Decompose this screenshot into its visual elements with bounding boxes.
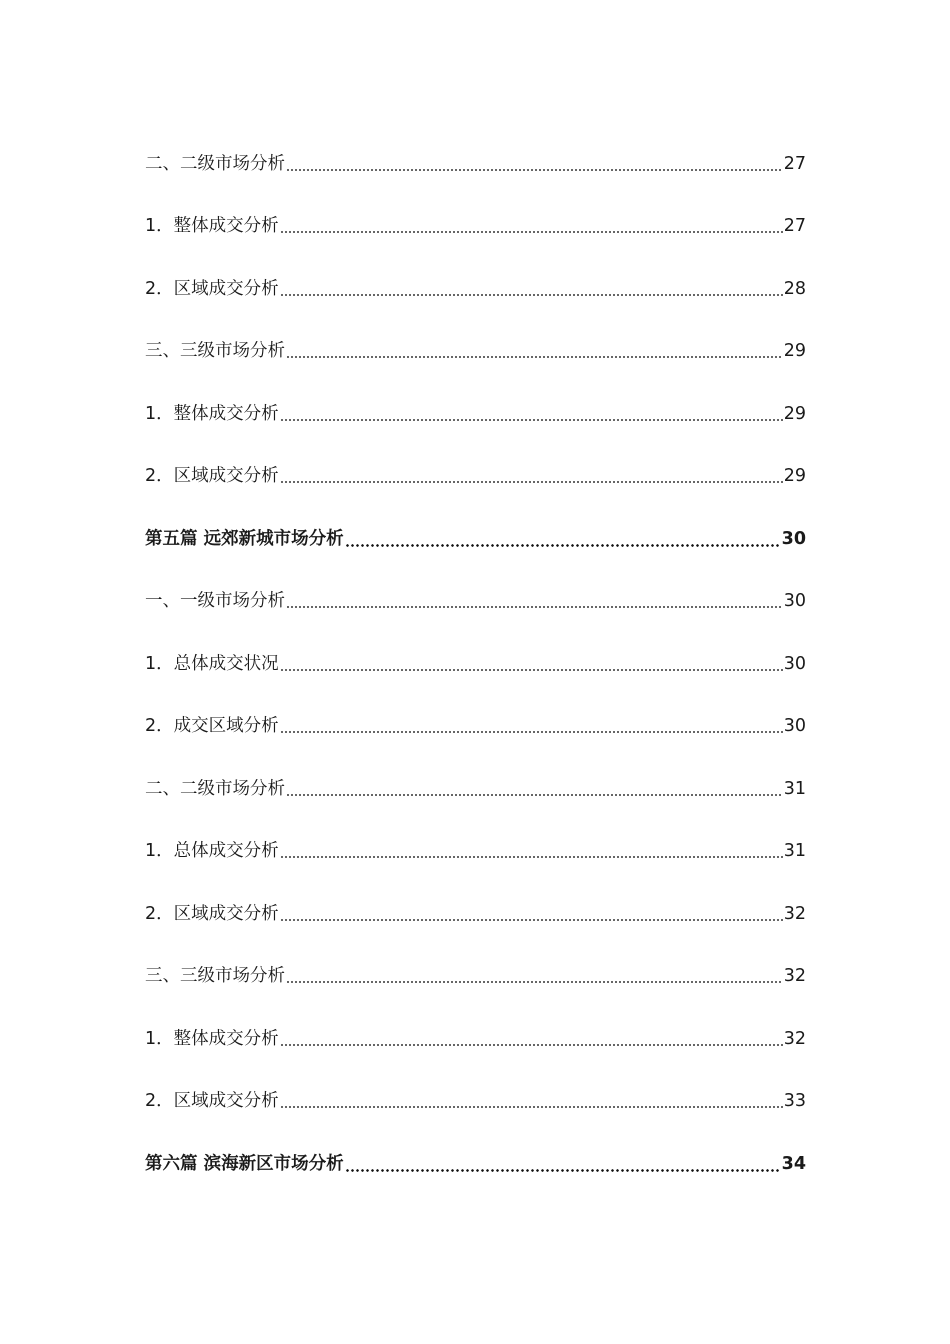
toc-entry-title: 2．区域成交分析 bbox=[145, 278, 279, 299]
toc-entry[interactable] bbox=[145, 195, 806, 258]
toc-dot-leader bbox=[280, 715, 783, 737]
toc-dot-leader bbox=[286, 778, 783, 800]
toc-page-number: 32 bbox=[783, 903, 806, 924]
toc-entry[interactable] bbox=[145, 820, 806, 883]
toc-entry[interactable] bbox=[145, 757, 806, 820]
toc-part-heading[interactable] bbox=[145, 507, 806, 570]
toc-dot-leader bbox=[280, 465, 783, 487]
toc-page-number: 32 bbox=[783, 1028, 806, 1049]
toc-entry-title: 第六篇 滨海新区市场分析 bbox=[145, 1153, 344, 1174]
toc-page-number: 31 bbox=[783, 841, 806, 861]
toc-entry-title: 三、三级市场分析 bbox=[145, 341, 285, 361]
toc-entry-title: 二、二级市场分析 bbox=[145, 153, 285, 174]
toc-page-number: 27 bbox=[783, 216, 806, 236]
toc-entry-title: 2．成交区域分析 bbox=[145, 716, 279, 736]
toc-entry[interactable] bbox=[145, 1007, 806, 1070]
toc-page-number: 30 bbox=[781, 528, 806, 549]
toc-dot-leader bbox=[345, 1153, 781, 1175]
toc-dot-leader bbox=[286, 965, 783, 987]
toc-page-number: 32 bbox=[783, 966, 806, 986]
toc-dot-leader bbox=[286, 590, 783, 612]
toc-page-number: 27 bbox=[783, 153, 806, 174]
toc-page-number: 30 bbox=[783, 716, 806, 736]
toc-entry-title: 1．整体成交分析 bbox=[145, 1028, 279, 1049]
toc-entry-title: 2．区域成交分析 bbox=[145, 466, 279, 486]
toc-page-number: 30 bbox=[783, 591, 806, 611]
toc-entry[interactable] bbox=[145, 570, 806, 633]
toc-entry[interactable] bbox=[145, 1070, 806, 1133]
toc-entry[interactable] bbox=[145, 945, 806, 1008]
toc-page-number: 29 bbox=[783, 341, 806, 361]
toc-dot-leader bbox=[280, 215, 783, 237]
toc-dot-leader bbox=[286, 153, 783, 175]
toc-entry-title: 三、三级市场分析 bbox=[145, 966, 285, 986]
toc-dot-leader bbox=[280, 403, 783, 425]
toc-dot-leader bbox=[280, 1028, 783, 1050]
toc-page-number: 33 bbox=[783, 1091, 806, 1111]
toc-page-number: 31 bbox=[783, 778, 806, 799]
toc-dot-leader bbox=[286, 340, 783, 362]
toc-entry[interactable] bbox=[145, 882, 806, 945]
toc-page-number: 28 bbox=[783, 278, 806, 299]
toc-entry[interactable] bbox=[145, 132, 806, 195]
toc-page-number: 29 bbox=[783, 403, 806, 424]
toc-entry[interactable] bbox=[145, 445, 806, 508]
toc-dot-leader bbox=[280, 278, 783, 300]
toc-entry-title: 1．整体成交分析 bbox=[145, 216, 279, 236]
toc-entry[interactable] bbox=[145, 257, 806, 320]
toc-entry-title: 一、一级市场分析 bbox=[145, 591, 285, 611]
toc-page-number: 34 bbox=[781, 1153, 806, 1174]
toc-entry-title: 第五篇 远郊新城市场分析 bbox=[145, 528, 344, 549]
toc-page-number: 29 bbox=[783, 466, 806, 486]
toc-entry[interactable] bbox=[145, 632, 806, 695]
toc-part-heading[interactable] bbox=[145, 1132, 806, 1195]
toc-entry-title: 2．区域成交分析 bbox=[145, 903, 279, 924]
toc-dot-leader bbox=[345, 528, 781, 550]
toc-entry-title: 2．区域成交分析 bbox=[145, 1091, 279, 1111]
toc-entry-title: 1．总体成交状况 bbox=[145, 653, 279, 674]
toc-dot-leader bbox=[280, 653, 783, 675]
table-of-contents bbox=[145, 132, 806, 1195]
toc-dot-leader bbox=[280, 1090, 783, 1112]
toc-page-number: 30 bbox=[783, 653, 806, 674]
toc-entry[interactable] bbox=[145, 695, 806, 758]
toc-entry-title: 1．总体成交分析 bbox=[145, 841, 279, 861]
toc-entry-title: 1．整体成交分析 bbox=[145, 403, 279, 424]
toc-dot-leader bbox=[280, 840, 783, 862]
toc-entry[interactable] bbox=[145, 320, 806, 383]
toc-dot-leader bbox=[280, 903, 783, 925]
toc-entry-title: 二、二级市场分析 bbox=[145, 778, 285, 799]
toc-entry[interactable] bbox=[145, 382, 806, 445]
